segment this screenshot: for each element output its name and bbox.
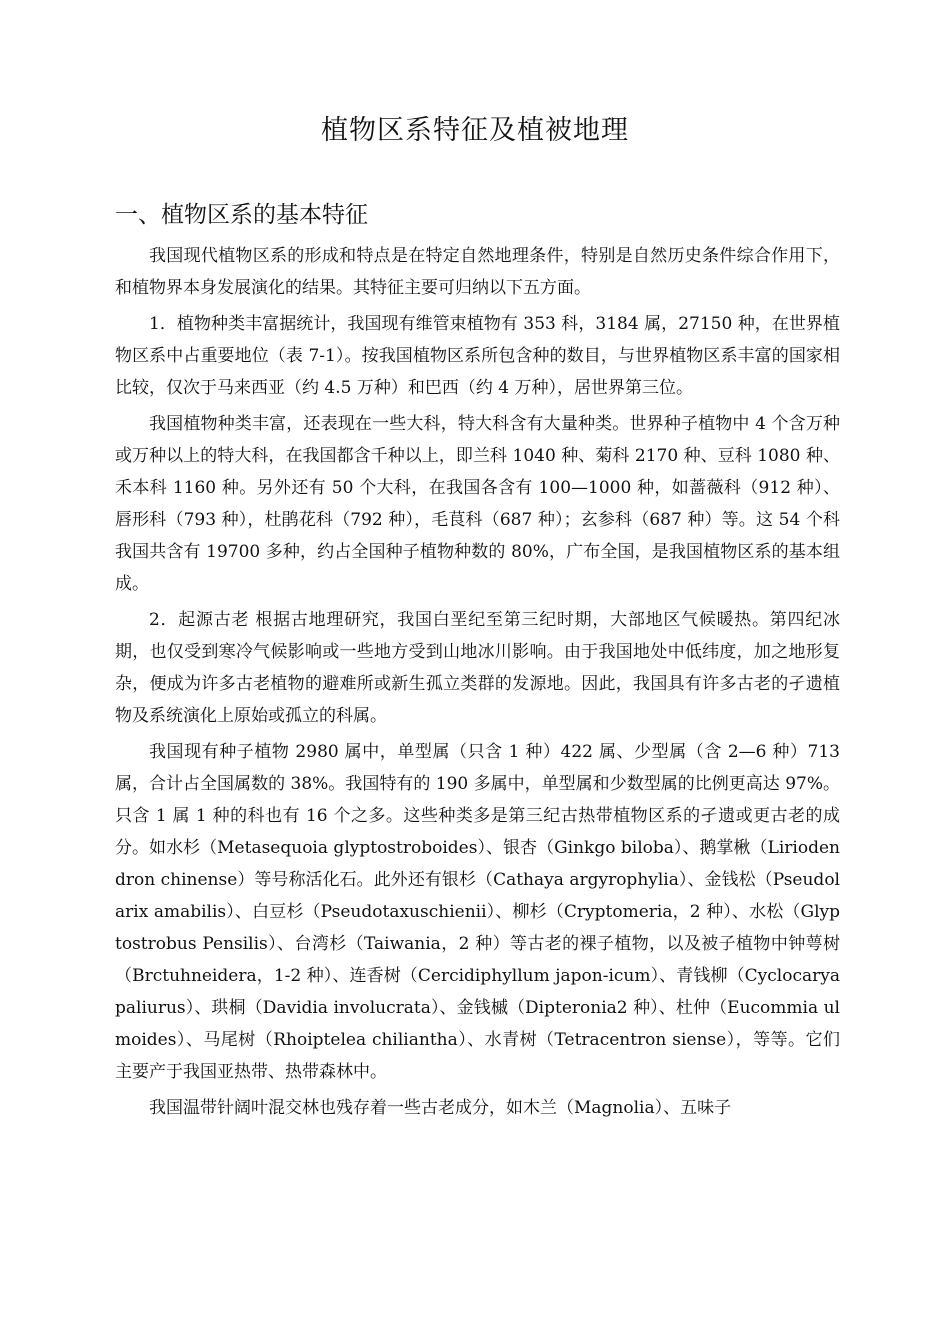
document-title: 植物区系特征及植被地理 [321,115,629,146]
paragraph-ancient-origin: 2．起源古老 根据古地理研究，我国白垩纪至第三纪时期，大部地区气候暖热。第四纪冰期，也仅受到寒冷气候影响或一些地方受到山地冰川影响。由于我国地处中低纬度，加之地形复杂，便成为许多古老植物的避难所或新生孤立类群的发源地。因此，我国具有许多古老的孑遗植物及系统演化上原始或孤立的科属。 [115,610,840,726]
section-heading: 一、植物区系的基本特征 [115,202,368,228]
paragraph-species-rich: 1．植物种类丰富据统计，我国现有维管束植物有 353 科，3184 属，27150 种，在世界植物区系中占重要地位（表 7-1）。按我国植物区系所包含种的数目，与世界植物区系丰富的国家相比较，仅次于马来西亚（约 4.5 万种）和巴西（约 4 万种），居世界第三位。 [115,314,840,398]
paragraph-intro: 我国现代植物区系的形成和特点是在特定自然地理条件，特别是自然历史条件综合作用下，和植物界本身发展演化的结果。其特征主要可归纳以下五方面。 [115,246,840,298]
paragraph-temperate-forest: 我国温带针阔叶混交林也残存着一些古老成分，如木兰（Magnolia）、五味子 [149,1098,732,1118]
body-text [115,240,840,1128]
paragraph-large-families: 我国植物种类丰富，还表现在一些大科，特大科含有大量种类。世界种子植物中 4 个含万种或万种以上的特大科，在我国都含千种以上，即兰科 1040 种、菊科 2170 种、豆科 1080 种、禾本科 1160 种。另外还有 50 个大科，在我国各含有 100—1000 种，如蔷薇科（912 种）、唇形科（793 种），杜鹃花科（792 种），毛茛科（687 种）；玄参科（687 种）等。这 54 个科我国共含有 19700 多种，约占全国种子植物种数的 80%，广布全国，是我国植物区系的基本组成。 [115,414,840,594]
paragraph-relict-genera: 我国现有种子植物 2980 属中，单型属（只含 1 种）422 属、少型属（含 2—6 种）713 属，合计占全国属数的 38%。我国特有的 190 多属中，单型属和少数型属的比例更高达 97%。只含 1 属 1 种的科也有 16 个之多。这些种类多是第三纪古热带植物区系的孑遗或更古老的成分。如水杉（Metasequoia glyptostroboides）、银杏（Ginkgo biloba）、鹅掌楸（Liriodendron chinense）等号称活化石。此外还有银杉（Cathaya argyrophylia）、金钱松（Pseudolarix amabilis）、白豆杉（Pseudotaxuschienii）、柳杉（Cryptomeria，2 种）、水松（Glyptostrobus Pensilis）、台湾杉（Taiwania，2 种）等古老的裸子植物，以及被子植物中钟萼树（Brctuhneidera，1-2 种）、连香树（Cercidiphyllum japon-icum）、青钱柳（Cyclocarya paliurus）、珙桐（Davidia involucrata）、金钱槭（Dipteronia2 种）、杜仲（Eucommia ulmoides）、马尾树（Rhoiptelea chiliantha）、水青树（Tetracentron siense），等等。它们主要产于我国亚热带、热带森林中。 [115,742,840,1082]
